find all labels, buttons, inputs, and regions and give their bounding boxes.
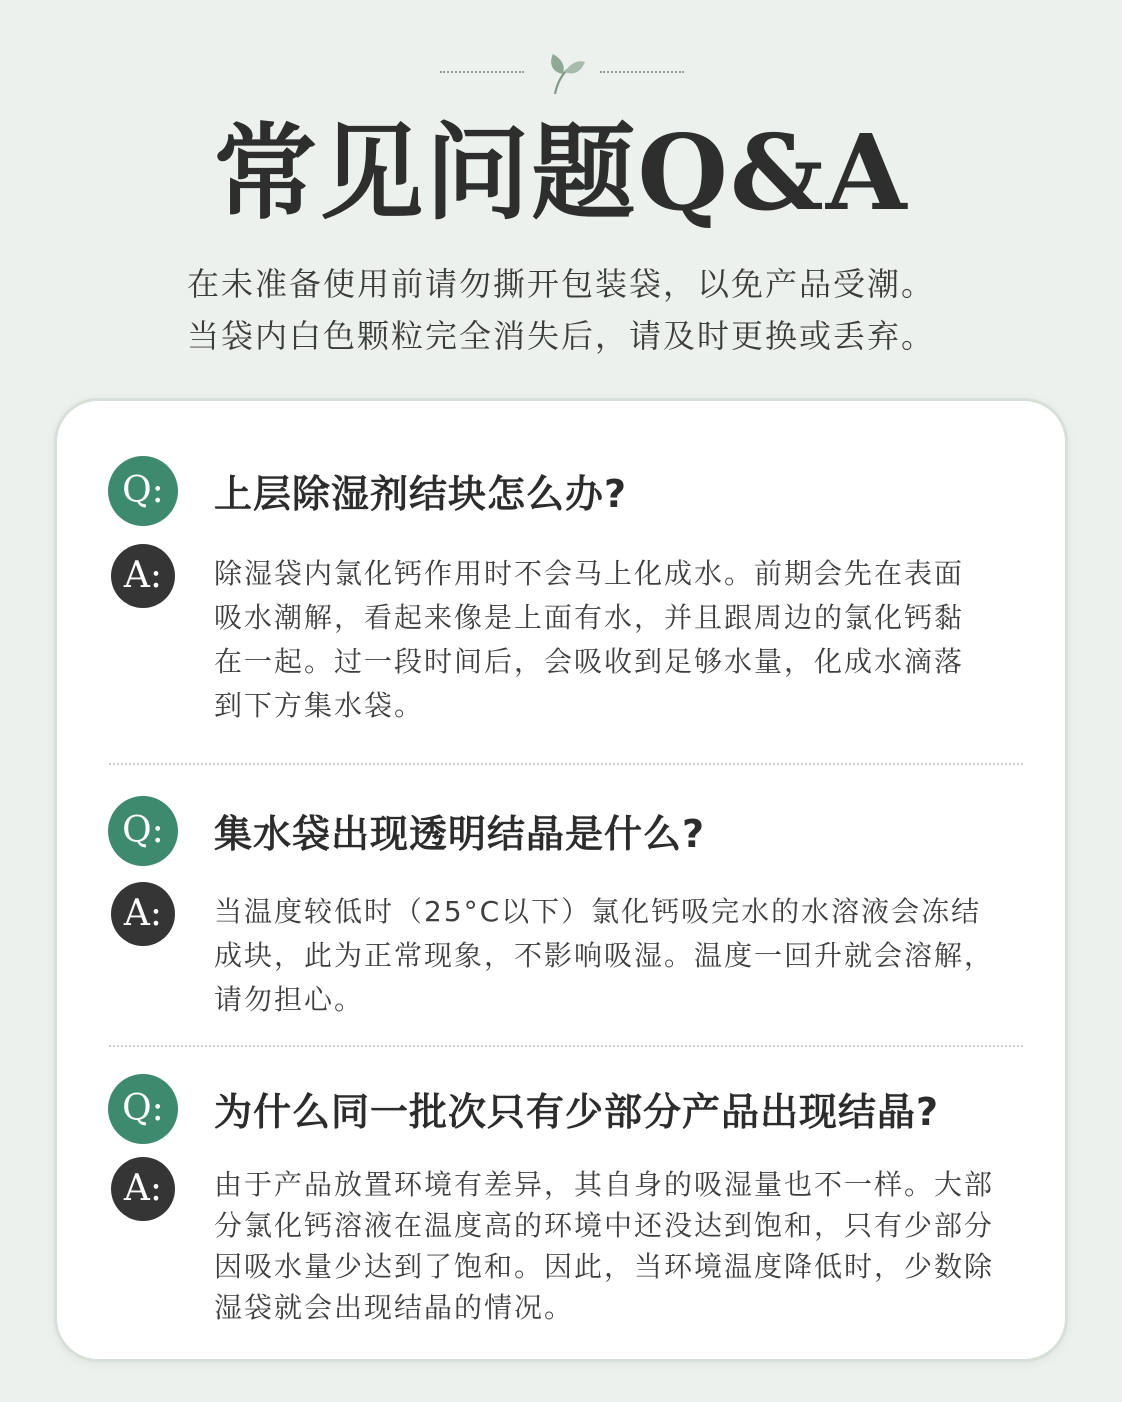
answer-badge: A:: [111, 544, 175, 608]
answer-line: 吸水潮解，看起来像是上面有水，并且跟周边的氯化钙黏: [214, 601, 965, 634]
question-text: 上层除湿剂结块怎么办?: [214, 472, 628, 516]
answer-line: 请勿担心。: [214, 983, 365, 1016]
answer-line: 湿袋就会出现结晶的情况。: [214, 1291, 575, 1324]
intro-line-2: 当袋内白色颗粒完全消失后，请及时更换或丢弃。: [186, 317, 935, 355]
answer-line: 成块，此为正常现象，不影响吸湿。温度一回升就会溶解，: [214, 939, 995, 972]
answer-badge: A:: [111, 1157, 175, 1221]
answer-badge: A:: [111, 882, 175, 946]
leaf-icon: [541, 50, 587, 96]
question-badge: Q:: [108, 456, 178, 526]
answer-line: 分氯化钙溶液在温度高的环境中还没达到饱和，只有少部分: [214, 1209, 995, 1242]
dotted-rule-right: [600, 71, 684, 73]
answer-line: 当温度较低时（25°C以下）氯化钙吸完水的水溶液会冻结: [214, 895, 982, 928]
divider: [109, 763, 1023, 765]
answer-line: 在一起。过一段时间后，会吸收到足够水量，化成水滴落: [214, 645, 965, 678]
divider: [109, 1045, 1023, 1047]
question-text: 集水袋出现透明结晶是什么?: [214, 812, 706, 856]
question-text: 为什么同一批次只有少部分产品出现结晶?: [214, 1090, 940, 1134]
answer-text: [214, 890, 1014, 1022]
answer-line: 因吸水量少达到了饱和。因此，当环境温度降低时，少数除: [214, 1250, 995, 1283]
question-badge: Q:: [108, 1074, 178, 1144]
answer-line: 到下方集水袋。: [214, 689, 425, 722]
ornament: [0, 48, 1122, 98]
question-badge: Q:: [108, 796, 178, 866]
answer-text: [214, 1164, 1014, 1328]
page-title: 常见问题Q&A: [213, 111, 909, 234]
answer-line: 除湿袋内氯化钙作用时不会马上化成水。前期会先在表面: [214, 557, 965, 590]
faq-card: [54, 398, 1068, 1362]
intro-line-1: 在未准备使用前请勿撕开包装袋，以免产品受潮。: [186, 265, 935, 303]
answer-text: [214, 552, 1014, 728]
dotted-rule-left: [440, 71, 524, 73]
answer-line: 由于产品放置环境有差异，其自身的吸湿量也不一样。大部: [214, 1168, 995, 1201]
header: [0, 0, 1122, 390]
